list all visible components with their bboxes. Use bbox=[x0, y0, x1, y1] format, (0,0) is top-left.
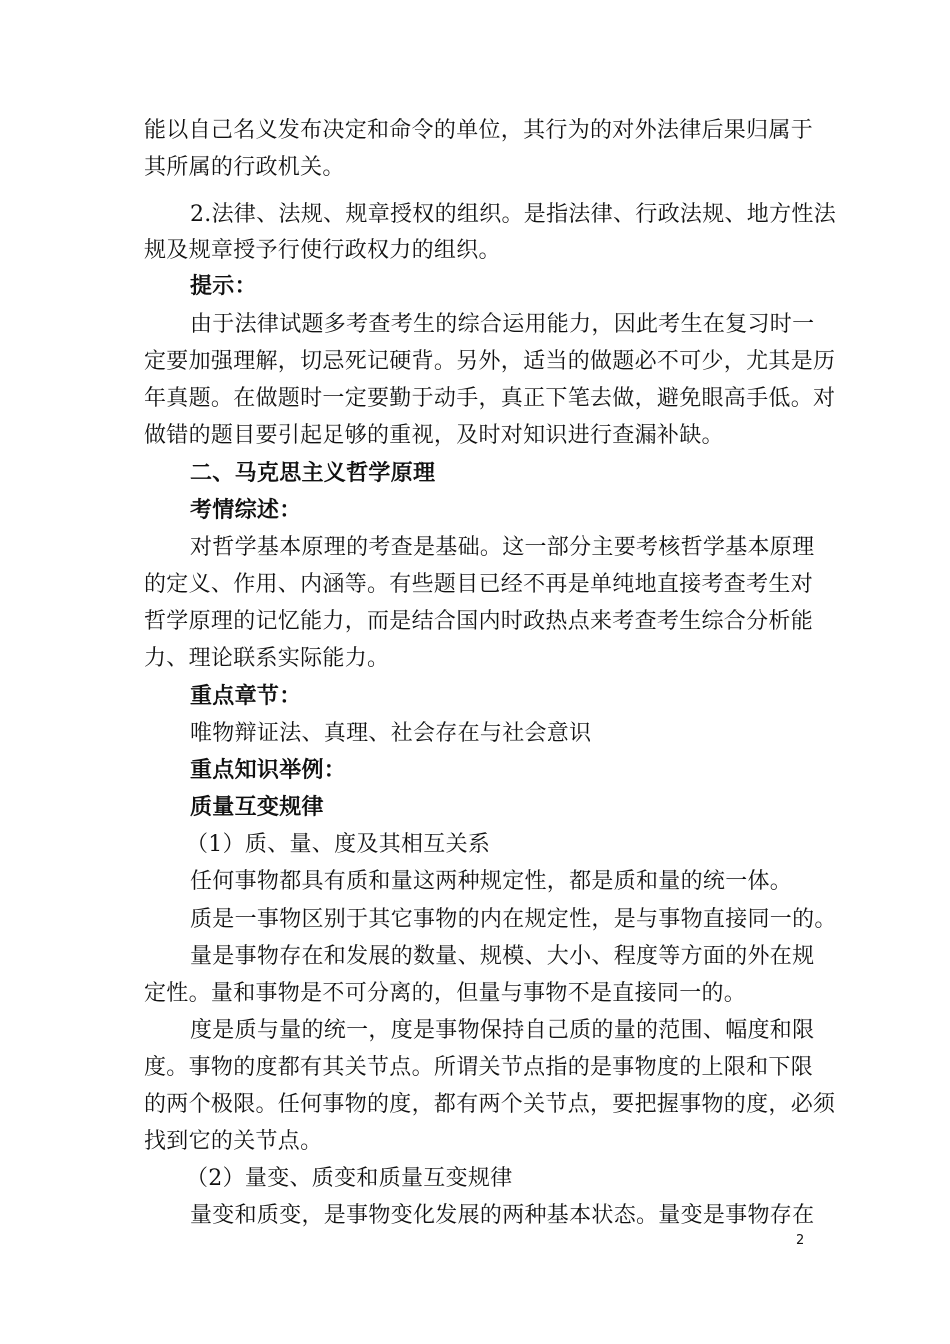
text-line: 量变和质变，是事物变化发展的两种基本状态。量变是事物存在 bbox=[190, 1203, 815, 1228]
section-heading-overview: 考情综述： bbox=[190, 498, 302, 523]
section-heading-key-chapters: 重点章节： bbox=[190, 684, 302, 709]
text-line: 量是事物存在和发展的数量、规模、大小、程度等方面的外在规 bbox=[190, 944, 815, 969]
text-line: 对哲学基本原理的考查是基础。这一部分主要考核哲学基本原理 bbox=[190, 535, 815, 560]
text-line: 规及规章授予行使行政权力的组织。 bbox=[144, 238, 501, 263]
section-heading-law: 质量互变规律 bbox=[190, 795, 324, 820]
text-line: 任何事物都具有质和量这两种规定性，都是质和量的统一体。 bbox=[190, 869, 793, 894]
text-line: 做错的题目要引起足够的重视，及时对知识进行查漏补缺。 bbox=[144, 423, 724, 448]
text-line: 哲学原理的记忆能力，而是结合国内时政热点来考查考生综合分析能 bbox=[144, 609, 814, 634]
text-line: （1）质、量、度及其相互关系 bbox=[186, 832, 491, 857]
text-line: 的定义、作用、内涵等。有些题目已经不再是单纯地直接考查考生对 bbox=[144, 572, 814, 597]
text-line: 力、理论联系实际能力。 bbox=[144, 646, 390, 671]
text-line: 年真题。在做题时一定要勤于动手，真正下笔去做，避免眼高手低。对 bbox=[144, 386, 836, 411]
text-line: 定要加强理解，切忌死记硬背。另外，适当的做题必不可少，尤其是历 bbox=[144, 349, 836, 374]
page-number: 2 bbox=[796, 1233, 805, 1248]
text-line: 唯物辩证法、真理、社会存在与社会意识 bbox=[190, 721, 592, 746]
text-line: 的两个极限。任何事物的度，都有两个关节点，要把握事物的度，必须 bbox=[144, 1092, 836, 1117]
text-line: 2.法律、法规、规章授权的组织。是指法律、行政法规、地方性法 bbox=[190, 202, 836, 227]
text-line: 度。事物的度都有其关节点。所谓关节点指的是事物度的上限和下限 bbox=[144, 1055, 814, 1080]
text-line: （2）量变、质变和质量互变规律 bbox=[186, 1166, 513, 1191]
section-heading-philosophy: 二、马克思主义哲学原理 bbox=[190, 461, 436, 486]
text-line: 度是质与量的统一，度是事物保持自己质的量的范围、幅度和限 bbox=[190, 1018, 815, 1043]
text-line: 其所属的行政机关。 bbox=[144, 155, 345, 180]
text-line: 找到它的关节点。 bbox=[144, 1129, 323, 1154]
section-heading-tip: 提示： bbox=[190, 274, 257, 299]
section-heading-key-examples: 重点知识举例： bbox=[190, 758, 347, 783]
text-line: 能以自己名义发布决定和命令的单位，其行为的对外法律后果归属于 bbox=[144, 118, 814, 143]
text-line: 质是一事物区别于其它事物的内在规定性，是与事物直接同一的。 bbox=[190, 907, 837, 932]
text-line: 定性。量和事物是不可分离的，但量与事物不是直接同一的。 bbox=[144, 981, 747, 1006]
text-line: 由于法律试题多考查考生的综合运用能力，因此考生在复习时一 bbox=[190, 312, 815, 337]
